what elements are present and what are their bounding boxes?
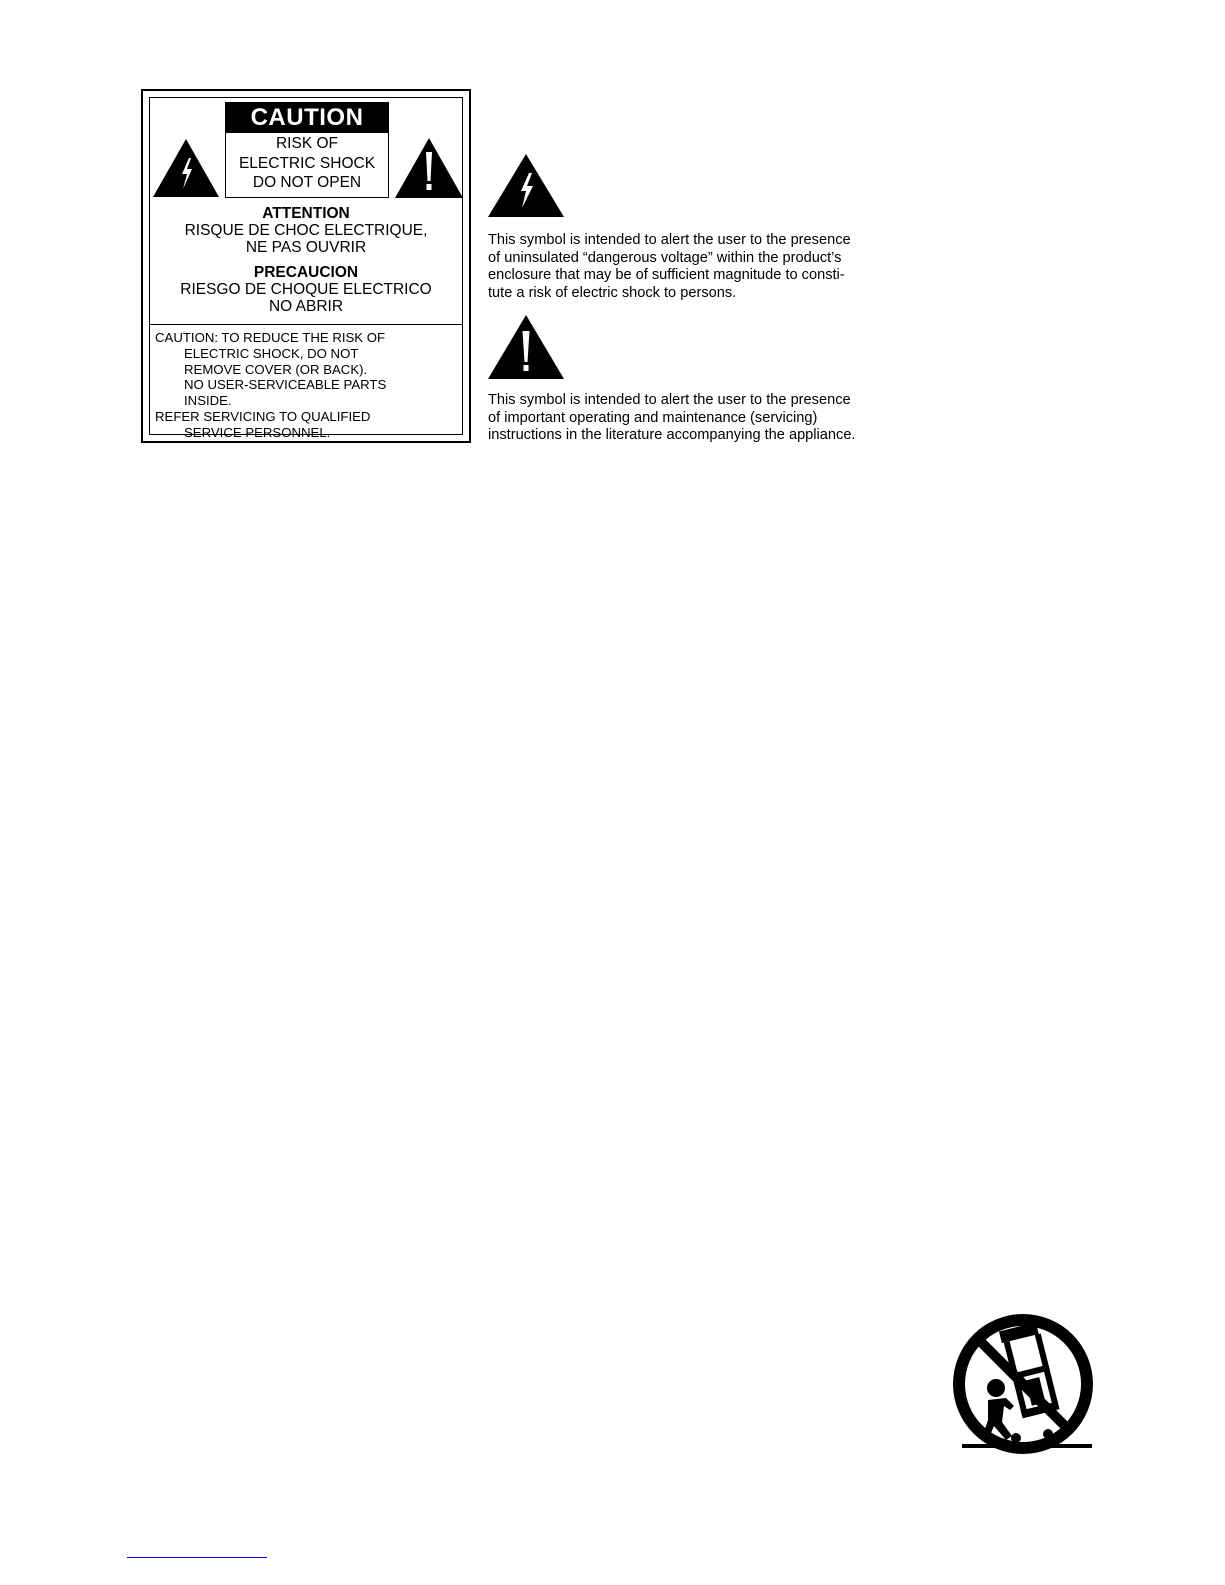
description-line: of uninsulated “dangerous voltage” within the product’s xyxy=(488,249,842,266)
instructions-symbol-description xyxy=(488,392,908,445)
exclamation-triangle-icon xyxy=(394,137,464,199)
spanish-warning xyxy=(150,264,462,315)
notice-line: ELECTRIC SHOCK, DO NOT xyxy=(184,345,359,361)
exclamation-triangle-icon xyxy=(487,314,565,380)
spanish-line: NO ABRIR xyxy=(268,298,344,315)
description-line: tute a risk of electric shock to persons. xyxy=(488,284,737,301)
description-line: of important operating and maintenance (servicing) xyxy=(488,409,818,426)
lightning-triangle-icon xyxy=(487,153,565,218)
description-line: instructions in the literature accompanying the appliance. xyxy=(488,427,856,444)
french-line: NE PAS OUVRIR xyxy=(245,239,367,256)
spanish-line: RIESGO DE CHOQUE ELECTRICO xyxy=(180,281,432,298)
description-line: This symbol is intended to alert the user to the presence xyxy=(488,232,851,248)
caution-header xyxy=(225,102,389,198)
caution-label xyxy=(141,89,471,443)
french-line: RISQUE DE CHOC ELECTRIQUE, xyxy=(184,222,428,239)
french-heading: ATTENTION xyxy=(262,205,350,222)
caution-sub-line: RISK OF xyxy=(275,135,338,152)
label-divider xyxy=(150,324,462,325)
notice-line: CAUTION: TO REDUCE THE RISK OF xyxy=(155,330,386,345)
electric-shock-triangle-icon xyxy=(152,138,220,198)
caution-notice xyxy=(155,330,458,441)
spanish-heading: PRECAUCION xyxy=(253,264,359,281)
notice-line: INSIDE. xyxy=(184,393,232,409)
caution-sub-line: ELECTRIC SHOCK xyxy=(238,154,376,172)
cart-tip-over-warning-icon xyxy=(944,1310,1102,1462)
caution-sub-line: DO NOT OPEN xyxy=(252,174,362,191)
notice-line: REMOVE COVER (OR BACK). xyxy=(184,361,368,377)
description-line: enclosure that may be of sufficient magnitude to consti- xyxy=(488,267,845,284)
french-warning xyxy=(150,205,462,256)
notice-line: SERVICE PERSONNEL. xyxy=(184,424,331,440)
caution-label-inner xyxy=(149,97,463,440)
description-line: This symbol is intended to alert the user to the presence xyxy=(488,392,851,408)
notice-line: REFER SERVICING TO QUALIFIED xyxy=(155,408,371,424)
link-underline xyxy=(127,1557,267,1558)
notice-line: NO USER-SERVICEABLE PARTS xyxy=(184,377,387,393)
caution-subtitle xyxy=(226,134,388,193)
caution-title: CAUTION xyxy=(226,103,388,133)
voltage-symbol-description xyxy=(488,232,908,302)
